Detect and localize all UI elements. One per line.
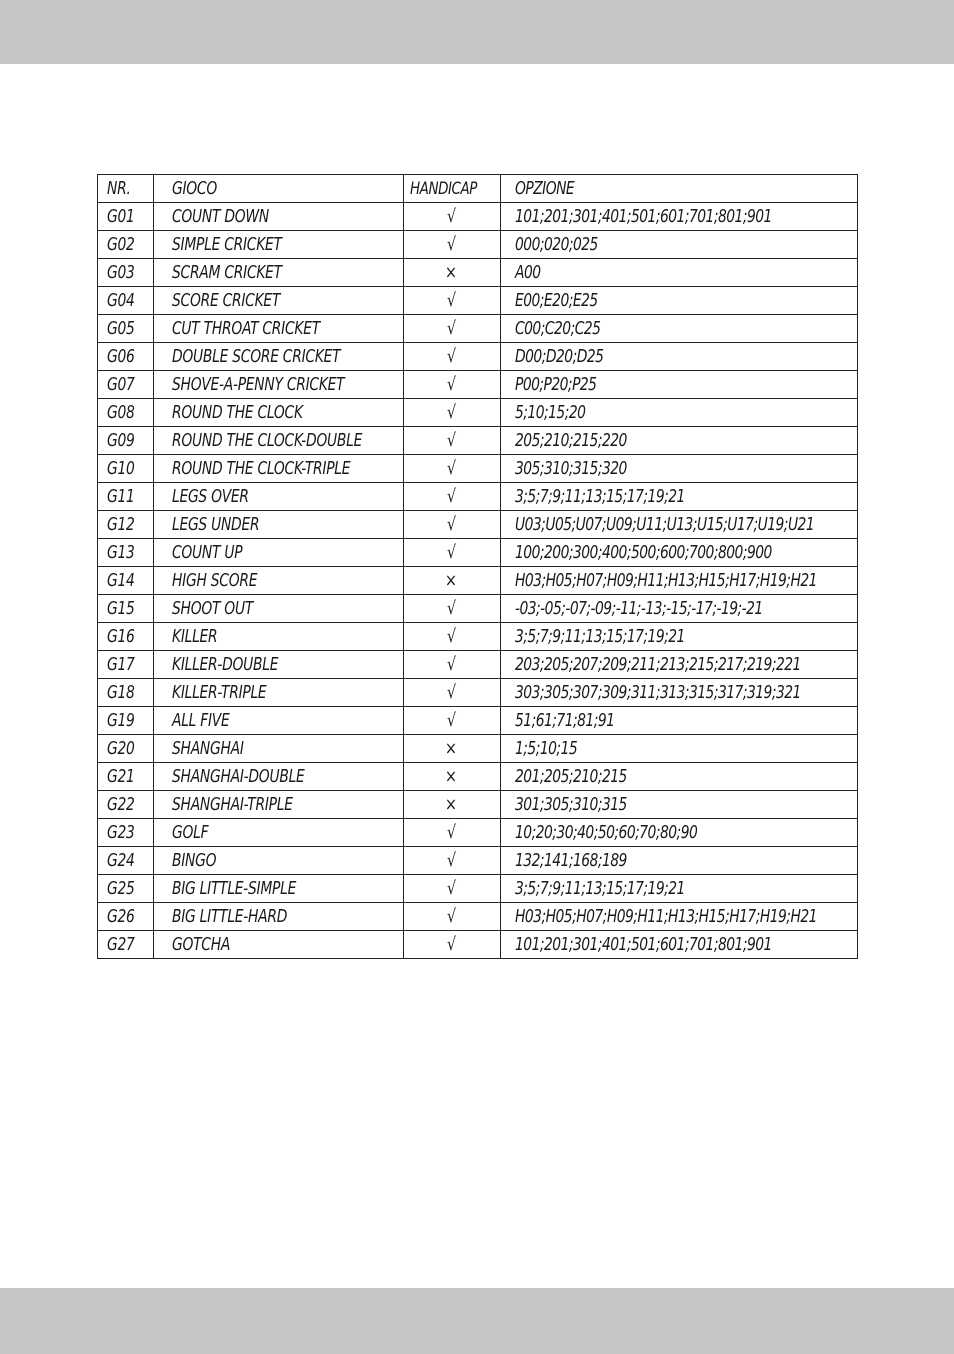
table-row: [98, 455, 858, 483]
top-band: [0, 0, 954, 64]
cell-option: P00;P20;P25: [501, 371, 858, 399]
table-row: [98, 763, 858, 791]
cell-nr: G27: [98, 931, 154, 959]
cell-handicap: ×: [404, 735, 501, 763]
cell-option: 101;201;301;401;501;601;701;801;901: [501, 203, 858, 231]
table-row: [98, 875, 858, 903]
cell-game: SCORE CRICKET: [154, 287, 404, 315]
cell-handicap: √: [404, 315, 501, 343]
cell-option: 3;5;7;9;11;13;15;17;19;21: [501, 483, 858, 511]
cell-game: BIG LITTLE-SIMPLE: [154, 875, 404, 903]
cell-game: ROUND THE CLOCK-DOUBLE: [154, 427, 404, 455]
cell-game: SHOVE-A-PENNY CRICKET: [154, 371, 404, 399]
cell-option: 51;61;71;81;91: [501, 707, 858, 735]
cell-option: -03;-05;-07;-09;-11;-13;-15;-17;-19;-21: [501, 595, 858, 623]
cell-handicap: ×: [404, 567, 501, 595]
table-row: [98, 371, 858, 399]
table-row: [98, 427, 858, 455]
cell-option: 205;210;215;220: [501, 427, 858, 455]
cell-game: COUNT UP: [154, 539, 404, 567]
cell-game: GOTCHA: [154, 931, 404, 959]
cell-handicap: √: [404, 539, 501, 567]
cell-game: KILLER-TRIPLE: [154, 679, 404, 707]
cell-game: DOUBLE SCORE CRICKET: [154, 343, 404, 371]
cell-nr: G25: [98, 875, 154, 903]
cell-game: BIG LITTLE-HARD: [154, 903, 404, 931]
cell-nr: G14: [98, 567, 154, 595]
cell-handicap: √: [404, 371, 501, 399]
cell-option: 305;310;315;320: [501, 455, 858, 483]
table-row: [98, 539, 858, 567]
cell-nr: G22: [98, 791, 154, 819]
cell-nr: G08: [98, 399, 154, 427]
table-row: [98, 903, 858, 931]
cell-nr: G03: [98, 259, 154, 287]
cell-game: KILLER-DOUBLE: [154, 651, 404, 679]
cell-handicap: √: [404, 623, 501, 651]
table-row: [98, 595, 858, 623]
cell-option: 3;5;7;9;11;13;15;17;19;21: [501, 875, 858, 903]
header-handicap: HANDICAP: [404, 175, 501, 203]
cell-nr: G15: [98, 595, 154, 623]
cell-game: SHOOT OUT: [154, 595, 404, 623]
cell-game: SHANGHAI-DOUBLE: [154, 763, 404, 791]
cell-game: SIMPLE CRICKET: [154, 231, 404, 259]
cell-option: E00;E20;E25: [501, 287, 858, 315]
table-row: [98, 315, 858, 343]
cell-handicap: √: [404, 679, 501, 707]
table-row: [98, 651, 858, 679]
cell-handicap: √: [404, 903, 501, 931]
table-row: [98, 567, 858, 595]
cell-nr: G19: [98, 707, 154, 735]
cell-handicap: √: [404, 651, 501, 679]
cell-option: 201;205;210;215: [501, 763, 858, 791]
cell-handicap: √: [404, 343, 501, 371]
cell-option: H03;H05;H07;H09;H11;H13;H15;H17;H19;H21: [501, 567, 858, 595]
cell-nr: G11: [98, 483, 154, 511]
header-game: GIOCO: [154, 175, 404, 203]
cell-game: GOLF: [154, 819, 404, 847]
cell-handicap: √: [404, 427, 501, 455]
cell-option: 203;205;207;209;211;213;215;217;219;221: [501, 651, 858, 679]
cell-option: A00: [501, 259, 858, 287]
table-row: [98, 511, 858, 539]
bottom-band: [0, 1288, 954, 1354]
cell-handicap: √: [404, 287, 501, 315]
cell-handicap: √: [404, 399, 501, 427]
header-nr: NR.: [98, 175, 154, 203]
table-row: [98, 847, 858, 875]
cell-game: KILLER: [154, 623, 404, 651]
cell-nr: G13: [98, 539, 154, 567]
cell-handicap: ×: [404, 763, 501, 791]
cell-handicap: √: [404, 203, 501, 231]
table-row: [98, 791, 858, 819]
cell-option: 301;305;310;315: [501, 791, 858, 819]
cell-game: LEGS OVER: [154, 483, 404, 511]
cell-option: 3;5;7;9;11;13;15;17;19;21: [501, 623, 858, 651]
cell-game: HIGH SCORE: [154, 567, 404, 595]
cell-handicap: √: [404, 931, 501, 959]
cell-option: D00;D20;D25: [501, 343, 858, 371]
cell-game: COUNT DOWN: [154, 203, 404, 231]
table-row: [98, 707, 858, 735]
cell-handicap: √: [404, 231, 501, 259]
table-row: [98, 343, 858, 371]
cell-handicap: √: [404, 511, 501, 539]
cell-option: 303;305;307;309;311;313;315;317;319;321: [501, 679, 858, 707]
cell-game: SHANGHAI: [154, 735, 404, 763]
cell-option: C00;C20;C25: [501, 315, 858, 343]
cell-nr: G21: [98, 763, 154, 791]
cell-nr: G23: [98, 819, 154, 847]
cell-option: 132;141;168;189: [501, 847, 858, 875]
cell-option: 101;201;301;401;501;601;701;801;901: [501, 931, 858, 959]
cell-option: 000;020;025: [501, 231, 858, 259]
table-row: [98, 819, 858, 847]
cell-game: CUT THROAT CRICKET: [154, 315, 404, 343]
cell-nr: G02: [98, 231, 154, 259]
cell-nr: G04: [98, 287, 154, 315]
cell-nr: G24: [98, 847, 154, 875]
table-row: [98, 483, 858, 511]
cell-game: BINGO: [154, 847, 404, 875]
cell-game: ALL FIVE: [154, 707, 404, 735]
cell-nr: G01: [98, 203, 154, 231]
table-row: [98, 203, 858, 231]
cell-nr: G26: [98, 903, 154, 931]
cell-handicap: √: [404, 707, 501, 735]
header-option: OPZIONE: [501, 175, 858, 203]
cell-game: SCRAM CRICKET: [154, 259, 404, 287]
cell-game: ROUND THE CLOCK-TRIPLE: [154, 455, 404, 483]
cell-option: U03;U05;U07;U09;U11;U13;U15;U17;U19;U21: [501, 511, 858, 539]
table-header-row: [98, 175, 858, 203]
cell-option: 5;10;15;20: [501, 399, 858, 427]
cell-nr: G17: [98, 651, 154, 679]
cell-nr: G07: [98, 371, 154, 399]
cell-game: ROUND THE CLOCK: [154, 399, 404, 427]
table-row: [98, 623, 858, 651]
cell-game: LEGS UNDER: [154, 511, 404, 539]
cell-game: SHANGHAI-TRIPLE: [154, 791, 404, 819]
cell-nr: G20: [98, 735, 154, 763]
table-row: [98, 259, 858, 287]
games-table: [97, 174, 858, 959]
cell-handicap: √: [404, 847, 501, 875]
cell-nr: G05: [98, 315, 154, 343]
table-row: [98, 931, 858, 959]
cell-nr: G06: [98, 343, 154, 371]
table-row: [98, 399, 858, 427]
table-row: [98, 735, 858, 763]
cell-option: 1;5;10;15: [501, 735, 858, 763]
cell-option: 10;20;30;40;50;60;70;80;90: [501, 819, 858, 847]
cell-handicap: √: [404, 595, 501, 623]
cell-handicap: √: [404, 875, 501, 903]
cell-nr: G18: [98, 679, 154, 707]
cell-handicap: ×: [404, 791, 501, 819]
cell-handicap: √: [404, 483, 501, 511]
cell-option: H03;H05;H07;H09;H11;H13;H15;H17;H19;H21: [501, 903, 858, 931]
cell-nr: G10: [98, 455, 154, 483]
table-row: [98, 287, 858, 315]
table-row: [98, 679, 858, 707]
cell-nr: G09: [98, 427, 154, 455]
cell-nr: G16: [98, 623, 154, 651]
cell-nr: G12: [98, 511, 154, 539]
cell-option: 100;200;300;400;500;600;700;800;900: [501, 539, 858, 567]
cell-handicap: √: [404, 455, 501, 483]
cell-handicap: ×: [404, 259, 501, 287]
cell-handicap: √: [404, 819, 501, 847]
table-row: [98, 231, 858, 259]
